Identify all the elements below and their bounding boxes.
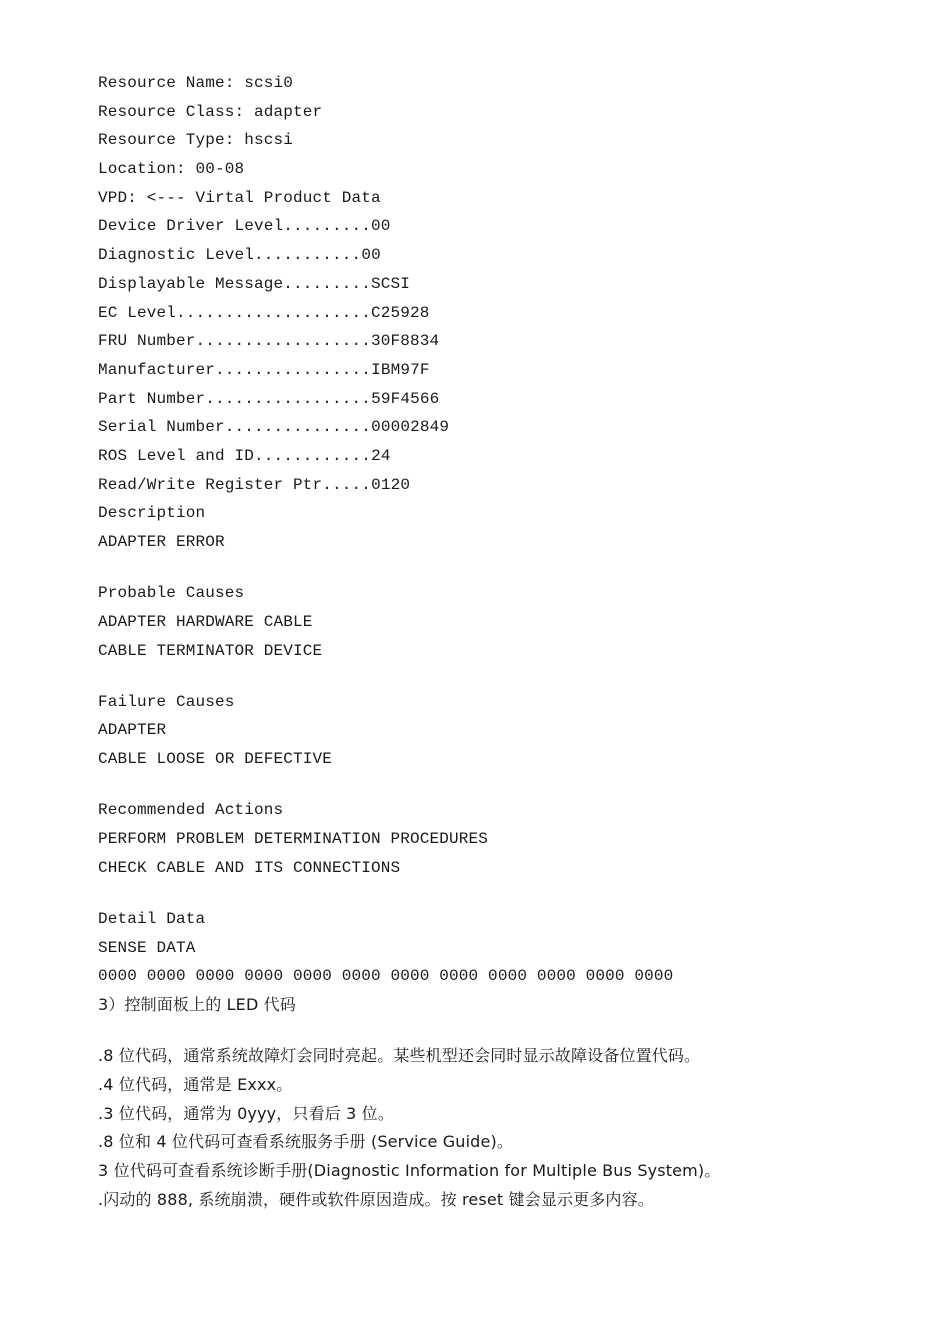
vpd-field: [98, 356, 928, 385]
detail-data-heading: Detail Data: [98, 909, 206, 928]
vpd-field-dots: .........: [283, 274, 372, 293]
vpd-field-label: Device Driver Level: [98, 217, 284, 236]
vpd-field-dots: ................: [215, 360, 372, 379]
led-code-line: .8 位和 4 位代码可查看系统服务手册 (Service Guide)。: [98, 1132, 514, 1152]
vpd-field: [98, 413, 928, 442]
probable-cause-line: ADAPTER HARDWARE CABLE: [98, 612, 313, 631]
vpd-field-dots: .........: [283, 217, 372, 236]
vpd-field-label: Part Number: [98, 389, 206, 408]
vpd-field-value: 30F8834: [371, 332, 440, 351]
vpd-field-label: Diagnostic Level: [98, 246, 255, 265]
resource-class: Resource Class: adapter: [98, 102, 323, 121]
failure-causes-heading: Failure Causes: [98, 692, 235, 711]
vpd-field-label: Displayable Message: [98, 274, 284, 293]
sense-data-hex: 0000 0000 0000 0000 0000 0000 0000 0000 0000 0000 0000 0000: [98, 967, 674, 986]
led-code-line: .8 位代码，通常系统故障灯会同时亮起。某些机型还会同时显示故障设备位置代码。: [98, 1046, 701, 1066]
vpd-field-label: FRU Number: [98, 332, 196, 351]
description-text: ADAPTER ERROR: [98, 533, 225, 551]
recommended-actions-heading: Recommended Actions: [98, 801, 284, 820]
vpd-field: [98, 385, 928, 414]
vpd-field-dots: ....................: [176, 303, 372, 322]
document-page: [98, 69, 928, 1214]
vpd-field: [98, 299, 928, 328]
resource-type: Resource Type: hscsi: [98, 131, 294, 150]
vpd-field-value: 24: [371, 446, 391, 465]
vpd-field-value: 59F4566: [371, 389, 440, 408]
probable-causes-heading: Probable Causes: [98, 584, 245, 603]
recommended-action-line: PERFORM PROBLEM DETERMINATION PROCEDURES: [98, 830, 489, 848]
vpd-field-value: 00: [371, 217, 391, 236]
vpd-field-label: Read/Write Register Ptr: [98, 475, 323, 494]
vpd-field-dots: .....: [322, 475, 372, 494]
vpd-field-value: C25928: [371, 303, 430, 322]
vpd-field-label: ROS Level and ID: [98, 446, 255, 465]
vpd-field: [98, 241, 928, 270]
vpd-header: VPD: <--- Virtal Product Data: [98, 188, 381, 207]
led-section-heading: 3）控制面板上的 LED 代码: [98, 994, 296, 1014]
resource-name: Resource Name: scsi0: [98, 74, 294, 92]
description-heading: Description: [98, 504, 206, 523]
led-code-line: .闪动的 888, 系统崩溃，硬件或软件原因造成。按 reset 键会显示更多内容。: [98, 1189, 654, 1209]
vpd-field-value: 00: [361, 246, 381, 265]
vpd-field-value: 00002849: [371, 418, 450, 437]
vpd-field-label: Manufacturer: [98, 360, 216, 379]
failure-cause-line: CABLE LOOSE OR DEFECTIVE: [98, 750, 333, 769]
vpd-field: [98, 471, 928, 500]
vpd-field: [98, 270, 928, 299]
led-code-line: .3 位代码，通常为 0yyy，只看后 3 位。: [98, 1103, 394, 1123]
led-code-line: .4 位代码，通常是 Exxx。: [98, 1074, 293, 1094]
vpd-field-list: [98, 212, 928, 499]
vpd-field-dots: .................: [205, 389, 372, 408]
vpd-field-label: Serial Number: [98, 418, 225, 437]
failure-cause-line: ADAPTER: [98, 721, 167, 740]
vpd-field: [98, 327, 928, 356]
vpd-field-dots: ...........: [254, 246, 362, 265]
vpd-field-value: 0120: [371, 475, 411, 494]
location: Location: 00-08: [98, 160, 245, 179]
recommended-action-line: CHECK CABLE AND ITS CONNECTIONS: [98, 858, 401, 877]
vpd-field-dots: ............: [254, 446, 372, 465]
vpd-field: [98, 442, 928, 471]
vpd-field-dots: ..................: [195, 332, 372, 351]
vpd-field-dots: ...............: [224, 418, 372, 437]
sense-data-label: SENSE DATA: [98, 938, 196, 957]
vpd-field-value: SCSI: [371, 274, 411, 293]
vpd-field: [98, 212, 928, 241]
vpd-field-value: IBM97F: [371, 360, 430, 379]
probable-cause-line: CABLE TERMINATOR DEVICE: [98, 641, 323, 660]
vpd-field-label: EC Level: [98, 303, 177, 322]
led-code-line: 3 位代码可查看系统诊断手册(Diagnostic Information for Multiple Bus System)。: [98, 1160, 721, 1180]
